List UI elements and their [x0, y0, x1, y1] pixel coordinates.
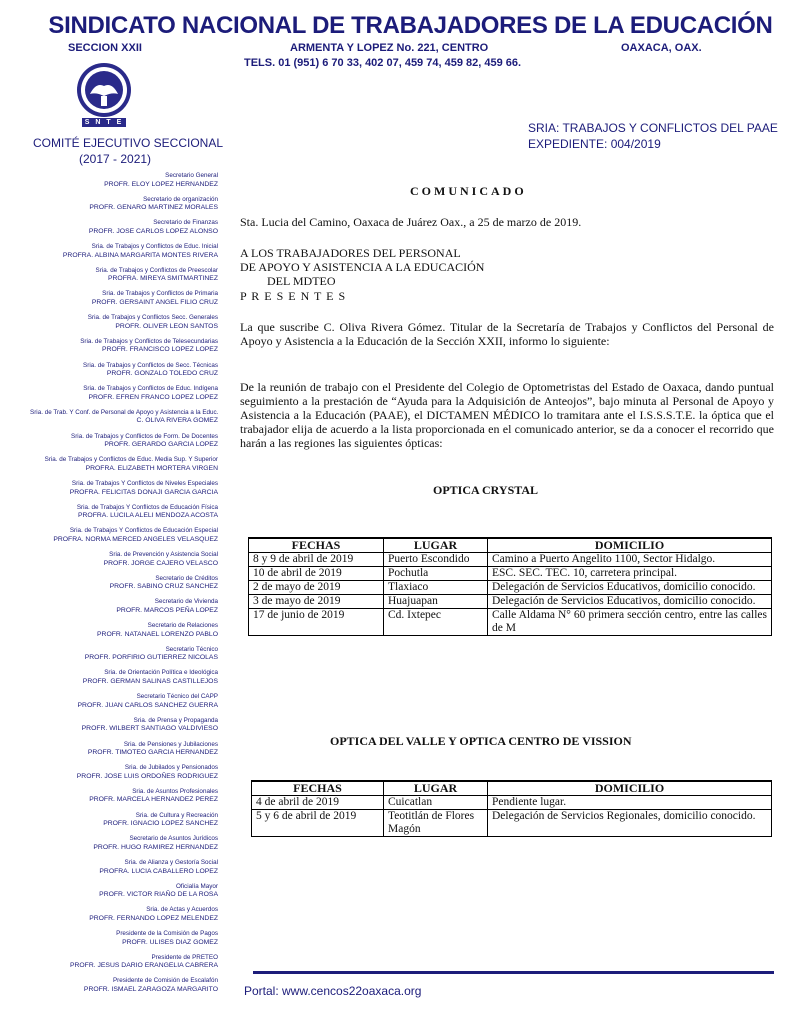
optica-valle-table: [251, 780, 772, 837]
directory-entry: [30, 338, 218, 355]
directory-name: PROFR. GERARDO GARCIA LOPEZ: [104, 441, 218, 449]
cell-fecha: 4 de abril de 2019: [252, 796, 384, 810]
cell-domicilio: Camino a Puerto Angelito 1100, Sector Hidalgo.: [488, 553, 772, 567]
directory-name: PROFR. EFREN FRANCO LOPEZ LOPEZ: [88, 393, 218, 401]
directory-role: Secretario de organización: [143, 195, 218, 203]
directory-name: PROFRA. NORMA MERCED ANGELES VELASQUEZ: [53, 535, 218, 543]
directory-name: PROFR. PORFIRIO GUTIERREZ NICOLAS: [84, 654, 218, 662]
table-header-row: [252, 781, 772, 796]
directory-role: Sria. de Trabajos y Conflictos de Educ. Media Sup. Y Superior: [44, 456, 218, 464]
committee-directory: [30, 172, 218, 1001]
directory-entry: [30, 741, 218, 758]
cell-domicilio: Calle Aldama N° 60 primera sección centro, entre las calles de M: [488, 609, 772, 636]
cell-lugar: Cuicatlan: [384, 796, 488, 810]
directory-entry: [30, 385, 218, 402]
directory-entry: [30, 551, 218, 568]
cell-domicilio: Pendiente lugar.: [488, 796, 772, 810]
directory-entry: [30, 930, 218, 947]
cell-domicilio: Delegación de Servicios Educativos, domicilio conocido.: [488, 595, 772, 609]
directory-entry: [30, 977, 218, 994]
directory-role: Secretario de Relaciones: [147, 622, 218, 630]
directory-role: Sria. de Trabajos Y Conflictos de Educación Especial: [69, 527, 218, 535]
directory-role: Sria. de Trabajos y Conflictos de Educ. Inicial: [91, 243, 218, 251]
directory-entry: [30, 717, 218, 734]
directory-name: PROFRA. MIREYA SMITMARTINEZ: [107, 275, 218, 283]
place-date: Sta. Lucia del Camino, Oaxaca de Juárez Oax., a 25 de marzo de 2019.: [240, 215, 582, 229]
directory-role: Sria. de Alianza y Gestoría Social: [124, 858, 218, 866]
directory-name: PROFR. NATANAEL LORENZO PABLO: [97, 630, 218, 638]
directory-role: Sria. de Trabajos Y Conflictos de Niveles Especiales: [71, 479, 218, 487]
main-paragraph: De la reunión de trabajo con el Presidente del Colegio de Optometristas del Estado de Oaxaca, dando puntual seguimiento a la prestación de “Ayuda para la Adquisición de Anteojos”, bajo minuta al Personal de Apoyo y Asistencia a la Educación (PAAE), el DICTAMEN MÉDICO lo tramitara ante el I.S.S.S.T.E. la óptica que el trabajador elija de acuerdo a la lista proporcionada en el comunicado anterior, se da a conocer el recorrido que harán a las regiones las siguientes ópticas:: [240, 380, 774, 450]
intro-paragraph: La que suscribe C. Oliva Rivera Gómez. Titular de la Secretaría de Trabajos y Conflictos del Personal de Apoyo y Asistencia a la Educación de la Sección XXII, informo lo siguiente:: [240, 320, 774, 348]
directory-role: Secretario Técnico del CAPP: [136, 693, 218, 701]
directory-entry: [30, 669, 218, 686]
directory-name: PROFR. ELOY LOPEZ HERNANDEZ: [104, 180, 218, 188]
directory-name: PROFR. JOSE CARLOS LOPEZ ALONSO: [88, 227, 218, 235]
office-label: SRIA: TRABAJOS Y CONFLICTOS DEL PAAE: [528, 121, 778, 135]
directory-entry: [30, 622, 218, 639]
directory-entry: [30, 859, 218, 876]
directory-name: PROFR. ULISES DIAZ GOMEZ: [122, 938, 218, 946]
header-lugar: LUGAR: [384, 781, 488, 796]
directory-entry: [30, 172, 218, 189]
seal-letters: S N T E: [84, 119, 124, 126]
cell-lugar: Tlaxiaco: [384, 581, 488, 595]
directory-role: Secretario General: [165, 172, 218, 179]
address-label: ARMENTA Y LOPEZ No. 221, CENTRO: [290, 42, 489, 54]
directory-role: Sria. de Trabajos y Conflictos de Telesecundarias: [80, 337, 218, 345]
addressee-line-2: DE APOYO Y ASISTENCIA A LA EDUCACIÓN: [240, 260, 485, 274]
directory-name: PROFR. SABINO CRUZ SANCHEZ: [109, 583, 218, 591]
directory-name: PROFR. GONZALO TOLEDO CRUZ: [106, 370, 218, 378]
directory-name: PROFR. HUGO RAMIREZ HERNANDEZ: [93, 843, 218, 851]
directory-role: Oficialía Mayor: [176, 882, 218, 890]
directory-role: Sria. de Prensa y Propaganda: [133, 716, 218, 724]
directory-role: Sria. de Trabajos y Conflictos de Preescolar: [95, 266, 218, 274]
directory-role: Sria. de Cultura y Recreación: [135, 811, 218, 819]
directory-entry: [30, 646, 218, 663]
directory-entry: [30, 219, 218, 236]
directory-role: Sria. de Trabajos y Conflictos de Primaria: [102, 290, 218, 298]
directory-name: PROFR. FRANCISCO LOPEZ LOPEZ: [102, 346, 218, 354]
directory-role: Secretario de Vivienda: [154, 598, 218, 606]
directory-role: Sria. de Prevención y Asistencia Social: [109, 551, 218, 558]
directory-name: PROFR. ISMAEL ZARAGOZA MARGARITO: [83, 985, 218, 993]
table-header-row: [249, 538, 772, 553]
directory-name: PROFR. JESUS DARIO ERANGELIA CABRERA: [69, 962, 218, 970]
directory-entry: [30, 433, 218, 450]
directory-name: PROFR. MARCELA HERNANDEZ PEREZ: [89, 796, 218, 804]
directory-name: C. OLIVA RIVERA GOMEZ: [136, 417, 218, 425]
table-row: [252, 810, 772, 837]
header-fechas: FECHAS: [252, 781, 384, 796]
directory-entry: [30, 504, 218, 521]
directory-entry: [30, 812, 218, 829]
directory-role: Secretario de Finanzas: [153, 219, 218, 227]
directory-name: PROFR. IGNACIO LOPEZ SANCHEZ: [103, 820, 218, 828]
directory-name: PROFR. GENARO MARTINEZ MORALES: [89, 204, 218, 212]
cell-lugar: Pochutla: [384, 567, 488, 581]
directory-role: Sria. de Trabajos y Conflictos Secc. Generales: [87, 314, 218, 322]
snte-seal: [72, 62, 136, 128]
section-label: SECCION XXII: [68, 42, 142, 54]
directory-entry: [30, 693, 218, 710]
directory-role: Sria. de Pensiones y Jubilaciones: [123, 740, 218, 748]
addressee-line-1: A LOS TRABAJADORES DEL PERSONAL: [240, 246, 461, 260]
table-row: [249, 581, 772, 595]
directory-name: PROFRA. LUCILA ALELI MENDOZA ACOSTA: [77, 512, 218, 520]
organization-name: SINDICATO NACIONAL DE TRABAJADORES DE LA EDUCACIÓN: [48, 12, 773, 39]
header-lugar: LUGAR: [384, 538, 488, 553]
directory-entry: [30, 575, 218, 592]
directory-role: Sria. de Trabajos y Conflictos de Form. De Docentes: [71, 432, 218, 440]
directory-entry: [30, 954, 218, 971]
directory-name: PROFR. VICTOR RIAÑO DE LA ROSA: [99, 891, 218, 899]
directory-entry: [30, 362, 218, 379]
directory-entry: [30, 314, 218, 331]
directory-role: Sria. de Orientación Política e Ideológica: [104, 669, 218, 677]
table-row: [249, 595, 772, 609]
directory-name: PROFRA. LUCIA CABALLERO LOPEZ: [99, 867, 218, 875]
directory-entry: [30, 480, 218, 497]
directory-entry: [30, 267, 218, 284]
directory-role: Sria. de Trabajos y Conflictos de Educ. Indígena: [83, 385, 218, 393]
optica-crystal-title: OPTICA CRYSTAL: [433, 483, 539, 497]
directory-entry: [30, 290, 218, 307]
cell-domicilio: ESC. SEC. TEC. 10, carretera principal.: [488, 567, 772, 581]
footer-rule: [253, 971, 774, 974]
directory-name: PROFR. WILBERT SANTIAGO VALDIVIESO: [81, 725, 218, 733]
directory-name: PROFR. OLIVER LEON SANTOS: [115, 322, 218, 330]
cell-fecha: 17 de junio de 2019: [249, 609, 384, 636]
cell-fecha: 8 y 9 de abril de 2019: [249, 553, 384, 567]
cell-domicilio: Delegación de Servicios Educativos, domicilio conocido.: [488, 581, 772, 595]
table-row: [249, 553, 772, 567]
cell-fecha: 5 y 6 de abril de 2019: [252, 810, 384, 837]
directory-name: PROFRA. ELIZABETH MORTERA VIRGEN: [85, 464, 218, 472]
directory-role: Presidente de la Comisión de Pagos: [116, 930, 218, 937]
cell-lugar: Puerto Escondido: [384, 553, 488, 567]
directory-role: Sria. de Jubilados y Pensionados: [124, 764, 218, 772]
header-fechas: FECHAS: [249, 538, 384, 553]
communique-heading: COMUNICADO: [410, 184, 527, 198]
directory-role: Presidente de PRETEO: [151, 953, 218, 961]
directory-entry: [30, 598, 218, 615]
directory-entry: [30, 196, 218, 213]
directory-role: Sria. de Trab. Y Conf. de Personal de Apoyo y Asistencia a la Educ.: [30, 408, 219, 416]
directory-role: Sria. de Trabajos y Conflictos de Secc. Técnicas: [83, 361, 218, 369]
directory-entry: [30, 527, 218, 544]
cell-lugar: Teotitlán de Flores Magón: [384, 810, 488, 837]
directory-role: Secretario de Créditos: [155, 574, 218, 582]
directory-name: PROFR. MARCOS PEÑA LOPEZ: [116, 606, 218, 614]
optica-valle-title: OPTICA DEL VALLE Y OPTICA CENTRO DE VISSION: [330, 734, 632, 748]
directory-entry: [30, 906, 218, 923]
directory-role: Presidente de Comisión de Escalafón: [112, 977, 218, 985]
directory-entry: [30, 835, 218, 852]
directory-name: PROFR. GERMAN SALINAS CASTILLEJOS: [82, 678, 218, 686]
cell-fecha: 2 de mayo de 2019: [249, 581, 384, 595]
table-row: [249, 567, 772, 581]
directory-entry: [30, 243, 218, 260]
city-label: OAXACA, OAX.: [621, 42, 702, 54]
footer-portal-link[interactable]: Portal: www.cencos22oaxaca.org: [244, 984, 422, 998]
header-domicilio: DOMICILIO: [488, 781, 772, 796]
directory-role: Sria. de Asuntos Profesionales: [132, 787, 218, 795]
cell-lugar: Cd. Ixtepec: [384, 609, 488, 636]
directory-entry: [30, 456, 218, 473]
directory-entry: [30, 788, 218, 805]
directory-role: Secretario Técnico: [165, 645, 218, 653]
directory-name: PROFR. JUAN CARLOS SANCHEZ GUERRA: [77, 701, 218, 709]
directory-name: PROFR. JORGE CAJERO VELASCO: [103, 559, 218, 567]
table-row: [252, 796, 772, 810]
directory-name: PROFR. JOSE LUIS ORDOÑES RODRIGUEZ: [76, 772, 218, 780]
optica-crystal-table: [248, 537, 772, 636]
phones-label: TELS. 01 (951) 6 70 33, 402 07, 459 74, 459 82, 459 66.: [244, 57, 522, 69]
cell-lugar: Huajuapan: [384, 595, 488, 609]
addressee-line-4: P R E S E N T E S: [240, 289, 347, 303]
directory-entry: [30, 409, 218, 426]
cell-domicilio: Delegación de Servicios Regionales, domicilio conocido.: [488, 810, 772, 837]
directory-role: Secretario de Asuntos Jurídicos: [129, 835, 218, 843]
directory-name: PROFR. TIMOTEO GARCIA HERNANDEZ: [87, 749, 218, 757]
table-row: [249, 609, 772, 636]
directory-entry: [30, 764, 218, 781]
header-domicilio: DOMICILIO: [488, 538, 772, 553]
directory-name: PROFR. GERSAINT ANGEL FILIO CRUZ: [91, 299, 218, 307]
directory-entry: [30, 883, 218, 900]
cell-fecha: 10 de abril de 2019: [249, 567, 384, 581]
file-number: EXPEDIENTE: 004/2019: [528, 137, 661, 151]
directory-role: Sria. de Trabajos Y Conflictos de Educación Física: [76, 503, 218, 511]
directory-role: Sria. de Actas y Acuerdos: [146, 906, 218, 914]
addressee-line-3: DEL MDTEO: [267, 274, 336, 288]
committee-label: COMITÉ EJECUTIVO SECCIONAL: [33, 136, 224, 150]
directory-name: PROFRA. FELICITAS DONAJI GARCIA GARCIA: [69, 488, 218, 496]
period-label: (2017 - 2021): [79, 152, 152, 166]
directory-name: PROFRA. ALBINA MARGARITA MONTES RIVERA: [62, 251, 218, 259]
directory-name: PROFR. FERNANDO LOPEZ MELENDEZ: [89, 914, 218, 922]
cell-fecha: 3 de mayo de 2019: [249, 595, 384, 609]
